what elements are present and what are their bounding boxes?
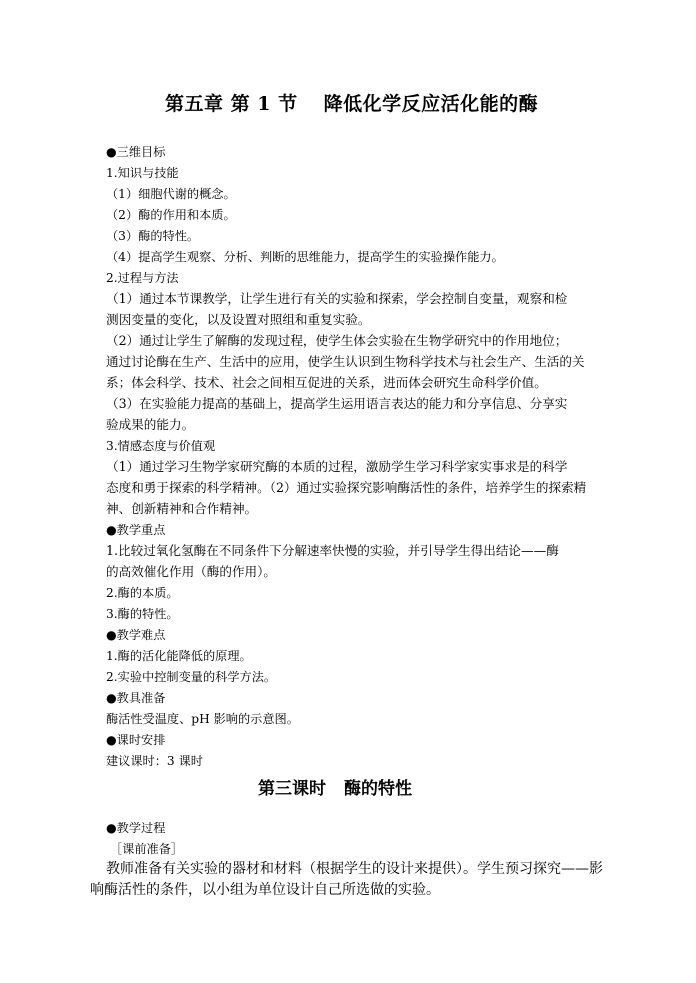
paragraph-line: （1）通过本节课教学，让学生进行有关的实验和探索，学会控制自变量，观察和检: [106, 291, 568, 306]
paragraph-line: 系；体会科学、技术、社会之间相互促进的关系，进而体会研究生命科学价值。: [106, 375, 547, 390]
section-heading-key-points: ●教学重点: [106, 523, 166, 537]
chapter-title-topic: 降低化学反应活化能的酶: [323, 93, 539, 115]
paragraph-line: 的高效催化作用（酶的作用）。: [106, 564, 277, 579]
paragraph-line: 验成果的能力。: [106, 417, 195, 432]
paragraph-line: 通过讨论酶在生产、生活中的应用，使学生认识到生物科学技术与社会生产、生活的关: [106, 354, 585, 369]
paragraph-line: 态度和勇于探索的科学精神。（2）通过实验探究影响酶活性的条件，培养学生的探索精: [106, 480, 587, 495]
paragraph-line: 酶活性受温度、pH 影响的示意图。: [106, 712, 299, 726]
list-item: 2.酶的本质。: [106, 586, 179, 600]
paragraph-line: （2）通过让学生了解酶的发现过程，使学生体会实验在生物学研究中的作用地位；: [106, 333, 568, 348]
section-heading-aids: ●教具准备: [106, 691, 166, 705]
list-item: （4）提高学生观察、分析、判断的思维能力，提高学生的实验操作能力。: [106, 250, 504, 264]
paragraph-line: 1.比较过氧化氢酶在不同条件下分解速率快慢的实验，并引导学生得出结论——酶: [106, 543, 559, 558]
lesson-title: [258, 774, 412, 799]
list-item: （3）酶的特性。: [106, 229, 200, 243]
section-heading-process: ●教学过程: [106, 821, 166, 835]
paragraph-line: 测因变量的变化，以及设置对照组和重复实验。: [106, 312, 371, 327]
list-item: （1）细胞代谢的概念。: [106, 187, 236, 201]
chapter-title: [165, 89, 538, 116]
section-heading-objectives: ●三维目标: [106, 145, 166, 159]
paragraph-line: 建议课时：3 课时: [106, 754, 203, 768]
paragraph-line: 教师准备有关实验的器材和材料（根据学生的设计来提供）。学生预习探究——影: [106, 861, 603, 877]
subheading-process: 2.过程与方法: [106, 271, 179, 285]
list-item: 2.实验中控制变量的科学方法。: [106, 670, 277, 684]
paragraph-line: 神、创新精神和合作精神。: [106, 501, 258, 516]
subheading-preparation: ［课前准备］: [110, 842, 184, 856]
chapter-title-section: 第五章 第 1 节: [165, 93, 298, 115]
subheading-knowledge: 1.知识与技能: [106, 166, 179, 180]
list-item: （2）酶的作用和本质。: [106, 208, 236, 222]
section-heading-difficulties: ●教学难点: [106, 628, 166, 642]
paragraph-line: 响酶活性的条件，以小组为单位设计自己所选做的实验。: [90, 882, 440, 898]
subheading-attitude: 3.情感态度与价值观: [106, 439, 216, 453]
paragraph-line: （3）在实验能力提高的基础上，提高学生运用语言表达的能力和分享信息、分享实: [106, 396, 568, 411]
lesson-title-period: 第三课时: [258, 779, 326, 799]
lesson-title-topic: 酶的特性: [344, 779, 412, 799]
list-item: 3.酶的特性。: [106, 607, 179, 621]
paragraph-line: （1）通过学习生物学家研究酶的本质的过程，激励学生学习科学家实事求是的科学: [106, 459, 568, 474]
list-item: 1.酶的活化能降低的原理。: [106, 649, 252, 663]
section-heading-schedule: ●课时安排: [106, 733, 166, 747]
